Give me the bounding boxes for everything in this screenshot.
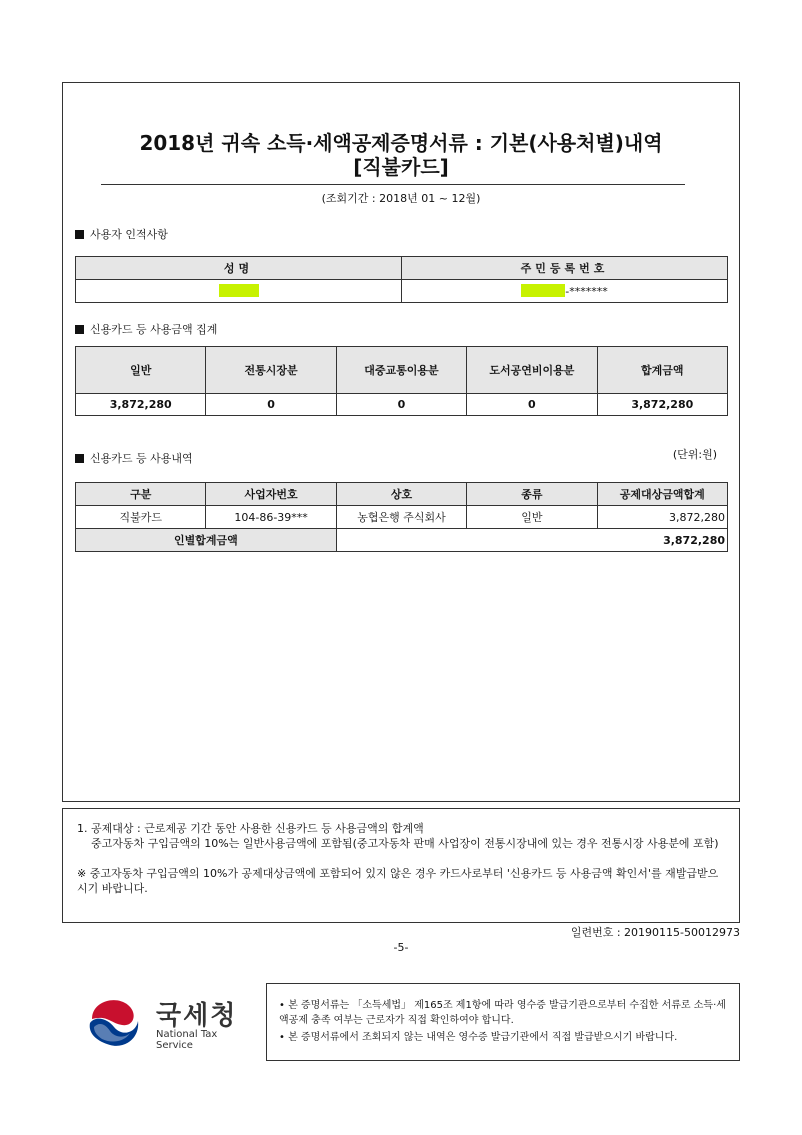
- cell-category: 직불카드: [76, 506, 206, 529]
- document-subtitle: [직불카드]: [353, 155, 449, 179]
- header-deductible-total: 공제대상금액합계: [597, 483, 727, 506]
- header-traditional-market: 전통시장분: [206, 347, 336, 394]
- usage-details-table: [75, 482, 728, 552]
- header-kind: 종류: [467, 483, 597, 506]
- logo-korean: 국세청: [156, 1001, 238, 1031]
- serial-number: 일련번호 : 20190115-50012973: [570, 926, 740, 939]
- note-used-car: 중고자동차 구입금액의 10%는 일반사용금액에 포함됨(중고자동차 판매 사업장이 전통시장내에 있는 경우 전통시장 사용분에 포함): [91, 837, 719, 850]
- header-name: 성명: [76, 257, 402, 280]
- section-label: 사용자 인적사항: [90, 228, 168, 241]
- cell-amount: 3,872,280: [597, 506, 727, 529]
- header-business-number: 사업자번호: [206, 483, 336, 506]
- cell-business-number: 104-86-39***: [206, 506, 336, 529]
- section-summary-heading: [75, 321, 217, 337]
- cell-name: [76, 280, 402, 303]
- redaction-mark: [521, 284, 565, 297]
- document-title: 2018년 귀속 소득·세액공제증명서류 : 기본(사용처별)내역: [139, 131, 663, 155]
- footer-bullet-2: • 본 증명서류에서 조회되지 않는 내역은 영수증 발급기관에서 직접 발급받으시기 바랍니다.: [279, 1032, 678, 1043]
- value-traditional-market: 0: [206, 394, 336, 416]
- redaction-mark: [219, 284, 259, 297]
- square-bullet-icon: [75, 454, 84, 463]
- cell-resident-number: [402, 280, 728, 303]
- value-books-performance: 0: [467, 394, 597, 416]
- taegeuk-emblem-icon: [84, 993, 144, 1049]
- header-resident-number: 주민등록번호: [402, 257, 728, 280]
- value-total: 3,872,280: [597, 394, 727, 416]
- title-divider: [101, 184, 685, 185]
- user-info-table: [75, 256, 728, 303]
- id-suffix: -*******: [565, 285, 608, 298]
- section-label: 신용카드 등 사용내역: [90, 452, 193, 465]
- header-public-transport: 대중교통이용분: [336, 347, 466, 394]
- header-books-performance: 도서공연비이용분: [467, 347, 597, 394]
- value-public-transport: 0: [336, 394, 466, 416]
- header-company-name: 상호: [336, 483, 466, 506]
- footer-bullet-1: • 본 증명서류는 「소득세법」 제165조 제1항에 따라 영수증 발급기관으로부터 수집한 서류로 소득·세액공제 충족 여부는 근로자가 직접 확인하여야 합니다.: [279, 1000, 726, 1026]
- usage-summary-table: [75, 346, 728, 416]
- document-frame: [62, 82, 740, 802]
- header-general: 일반: [76, 347, 206, 394]
- total-value: 3,872,280: [336, 529, 727, 552]
- note-reissue: ※ 중고자동차 구입금액의 10%가 공제대상금액에 포함되어 있지 않은 경우 카드사로부터 '신용카드 등 사용금액 확인서'를 재발급받으시기 바랍니다.: [77, 867, 719, 895]
- logo-english: National Tax Service: [156, 1029, 218, 1051]
- notes-box: [62, 808, 740, 923]
- cell-kind: 일반: [467, 506, 597, 529]
- header-category: 구분: [76, 483, 206, 506]
- total-label: 인별합계금액: [76, 529, 337, 552]
- cell-company-name: 농협은행 주식회사: [336, 506, 466, 529]
- table-row: [76, 506, 728, 529]
- nts-logo: [84, 993, 254, 1049]
- value-general: 3,872,280: [76, 394, 206, 416]
- inquiry-period: (조회기간 : 2018년 01 ~ 12월): [321, 192, 481, 205]
- header-total: 합계금액: [597, 347, 727, 394]
- footer-notice-box: [266, 983, 740, 1061]
- square-bullet-icon: [75, 325, 84, 334]
- section-user-info-heading: [75, 226, 168, 242]
- square-bullet-icon: [75, 230, 84, 239]
- section-details-heading: [75, 450, 193, 466]
- total-row: [76, 529, 728, 552]
- note-deduction-target: 1. 공제대상 : 근로제공 기간 동안 사용한 신용카드 등 사용금액의 합계액: [77, 822, 424, 835]
- unit-label: (단위:원): [672, 448, 717, 461]
- page-number: -5-: [393, 941, 409, 954]
- section-label: 신용카드 등 사용금액 집계: [90, 323, 218, 336]
